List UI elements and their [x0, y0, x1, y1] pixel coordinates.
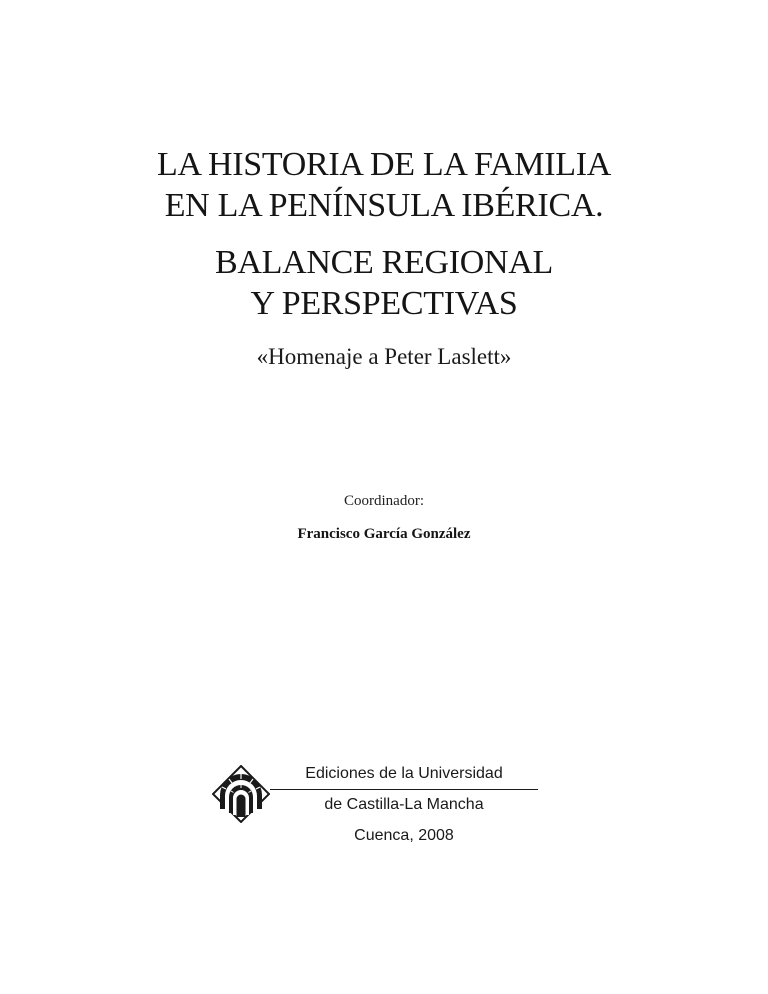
publisher-block: [270, 763, 538, 847]
book-title-line-1: LA HISTORIA DE LA FAMILIA: [156, 146, 612, 183]
book-subtitle-line-1: BALANCE REGIONAL: [214, 244, 553, 281]
publisher-name-line-1: Ediciones de la Universidad: [270, 763, 538, 790]
university-arch-emblem-icon: [212, 765, 270, 823]
book-title-line-2: EN LA PENÍNSULA IBÉRICA.: [164, 187, 604, 224]
book-title: [0, 144, 768, 226]
publisher-name-line-2: de Castilla-La Mancha: [324, 796, 484, 813]
publication-place-year: Cuenca, 2008: [354, 827, 454, 844]
homage-dedication: «Homenaje a Peter Laslett»: [256, 344, 512, 369]
coordinator-name: Francisco García González: [297, 526, 471, 542]
book-subtitle-line-2: Y PERSPECTIVAS: [250, 285, 518, 322]
book-subtitle: [0, 242, 768, 324]
coordinator-label: Coordinador:: [344, 493, 424, 509]
